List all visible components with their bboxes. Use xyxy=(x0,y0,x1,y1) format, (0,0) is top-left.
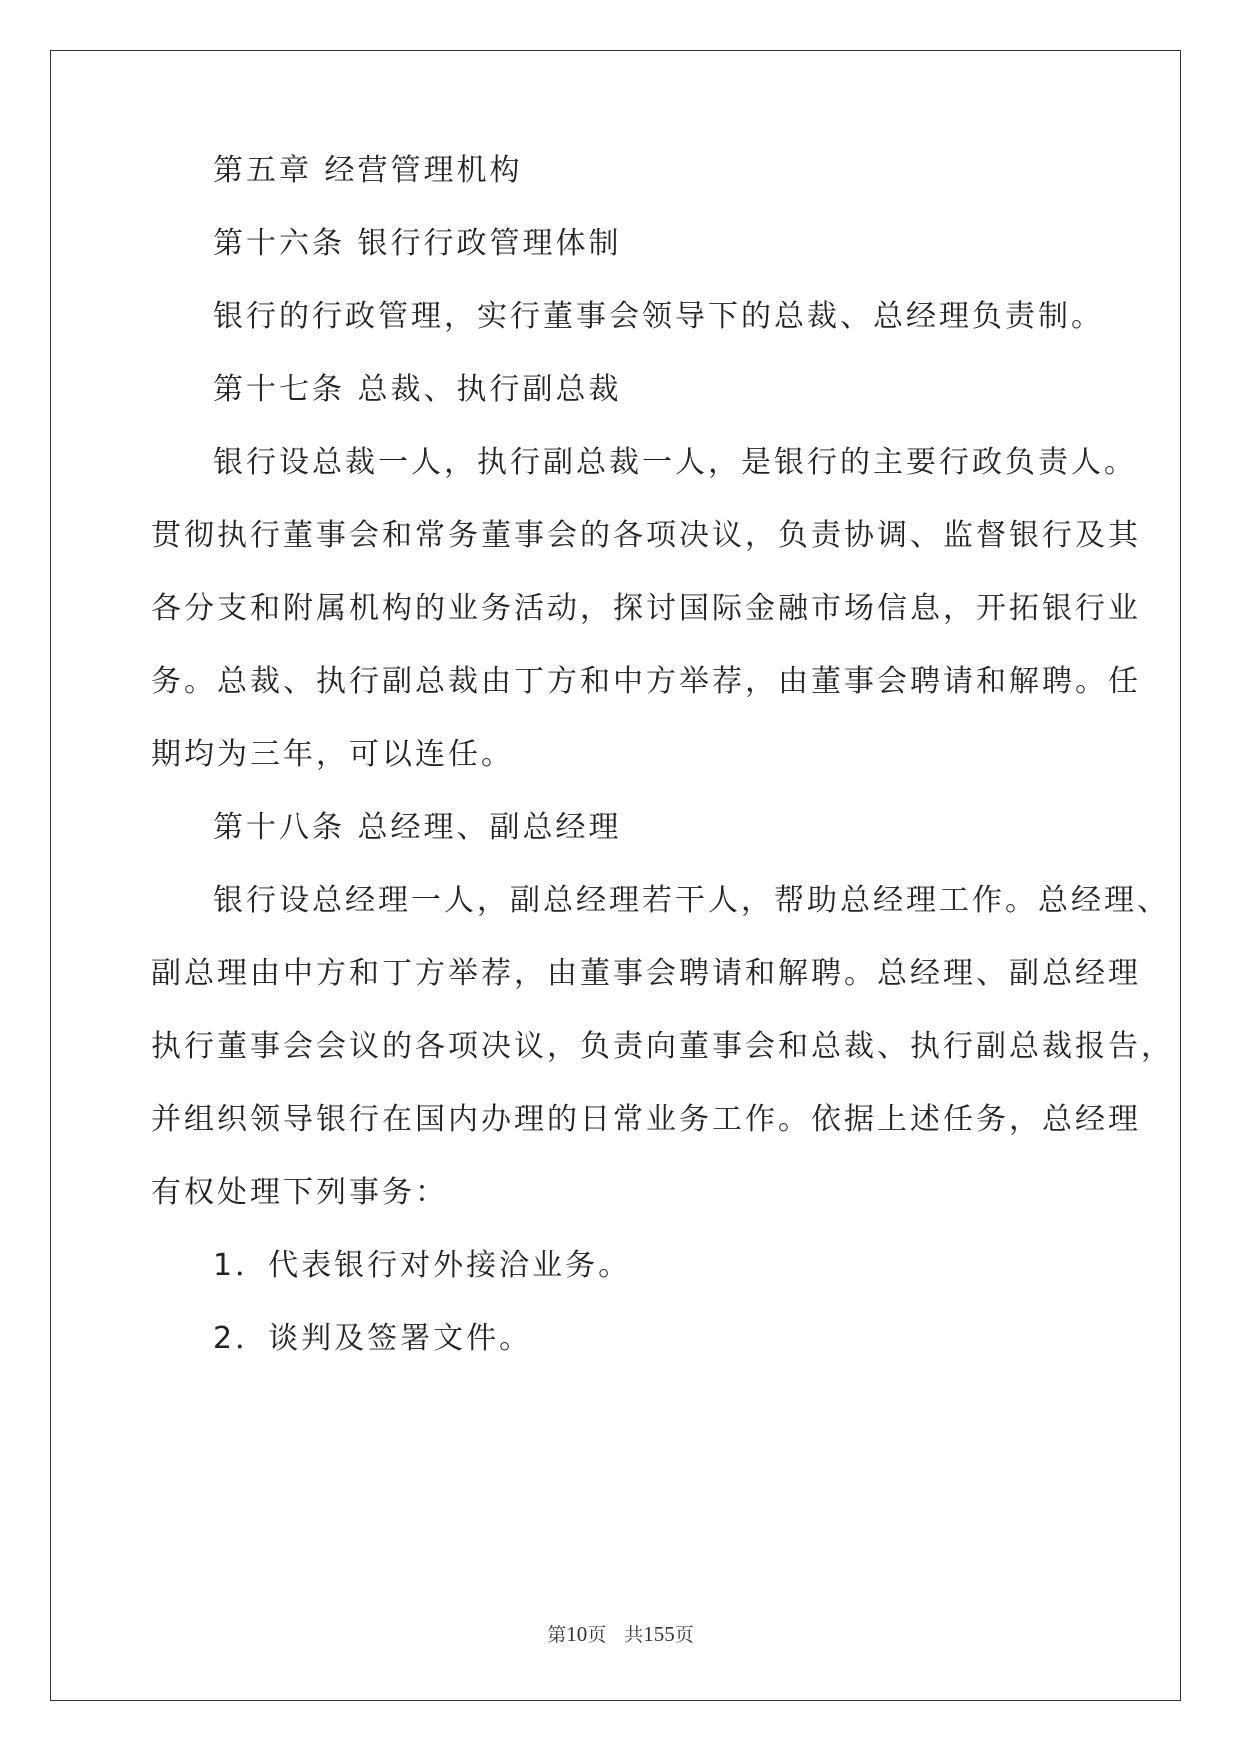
page-border xyxy=(50,50,1181,1701)
paragraph-line: 银行的行政管理，实行董事会领导下的总裁、总经理负责制。 xyxy=(213,299,1104,334)
paragraph-line: 有权处理下列事务： xyxy=(151,1175,448,1210)
page-number: 10 xyxy=(566,1622,588,1646)
list-item: 2．谈判及签署文件。 xyxy=(213,1321,533,1356)
paragraph-line: 务。总裁、执行副总裁由丁方和中方举荐，由董事会聘请和解聘。任 xyxy=(151,664,1141,699)
article-heading: 第十七条 总裁、执行副总裁 xyxy=(213,372,622,407)
list-item: 1．代表银行对外接洽业务。 xyxy=(213,1248,632,1283)
paragraph-line: 执行董事会会议的各项决议，负责向董事会和总裁、执行副总裁报告， xyxy=(151,1029,1174,1064)
total-label-prefix: 共 xyxy=(624,1624,644,1646)
page-label-prefix: 第 xyxy=(547,1624,567,1646)
paragraph-line: 银行设总经理一人，副总经理若干人，帮助总经理工作。总经理、 xyxy=(213,883,1170,918)
paragraph-line: 并组织领导银行在国内办理的日常业务工作。依据上述任务，总经理 xyxy=(151,1102,1141,1137)
total-pages: 155 xyxy=(643,1622,675,1646)
paragraph-line: 贯彻执行董事会和常务董事会的各项决议，负责协调、监督银行及其 xyxy=(151,518,1141,553)
total-label-suffix: 页 xyxy=(674,1624,694,1646)
article-heading: 第十八条 总经理、副总经理 xyxy=(213,810,622,845)
chapter-heading: 第五章 经营管理机构 xyxy=(213,153,523,188)
paragraph-line: 副总理由中方和丁方举荐，由董事会聘请和解聘。总经理、副总经理 xyxy=(151,956,1141,991)
page-footer xyxy=(0,1622,1241,1647)
paragraph-line: 银行设总裁一人，执行副总裁一人，是银行的主要行政负责人。 xyxy=(213,445,1137,480)
page-label-suffix: 页 xyxy=(587,1624,607,1646)
paragraph-line: 期均为三年，可以连任。 xyxy=(151,737,514,772)
paragraph-line: 各分支和附属机构的业务活动，探讨国际金融市场信息，开拓银行业 xyxy=(151,591,1141,626)
article-heading: 第十六条 银行行政管理体制 xyxy=(213,226,622,261)
